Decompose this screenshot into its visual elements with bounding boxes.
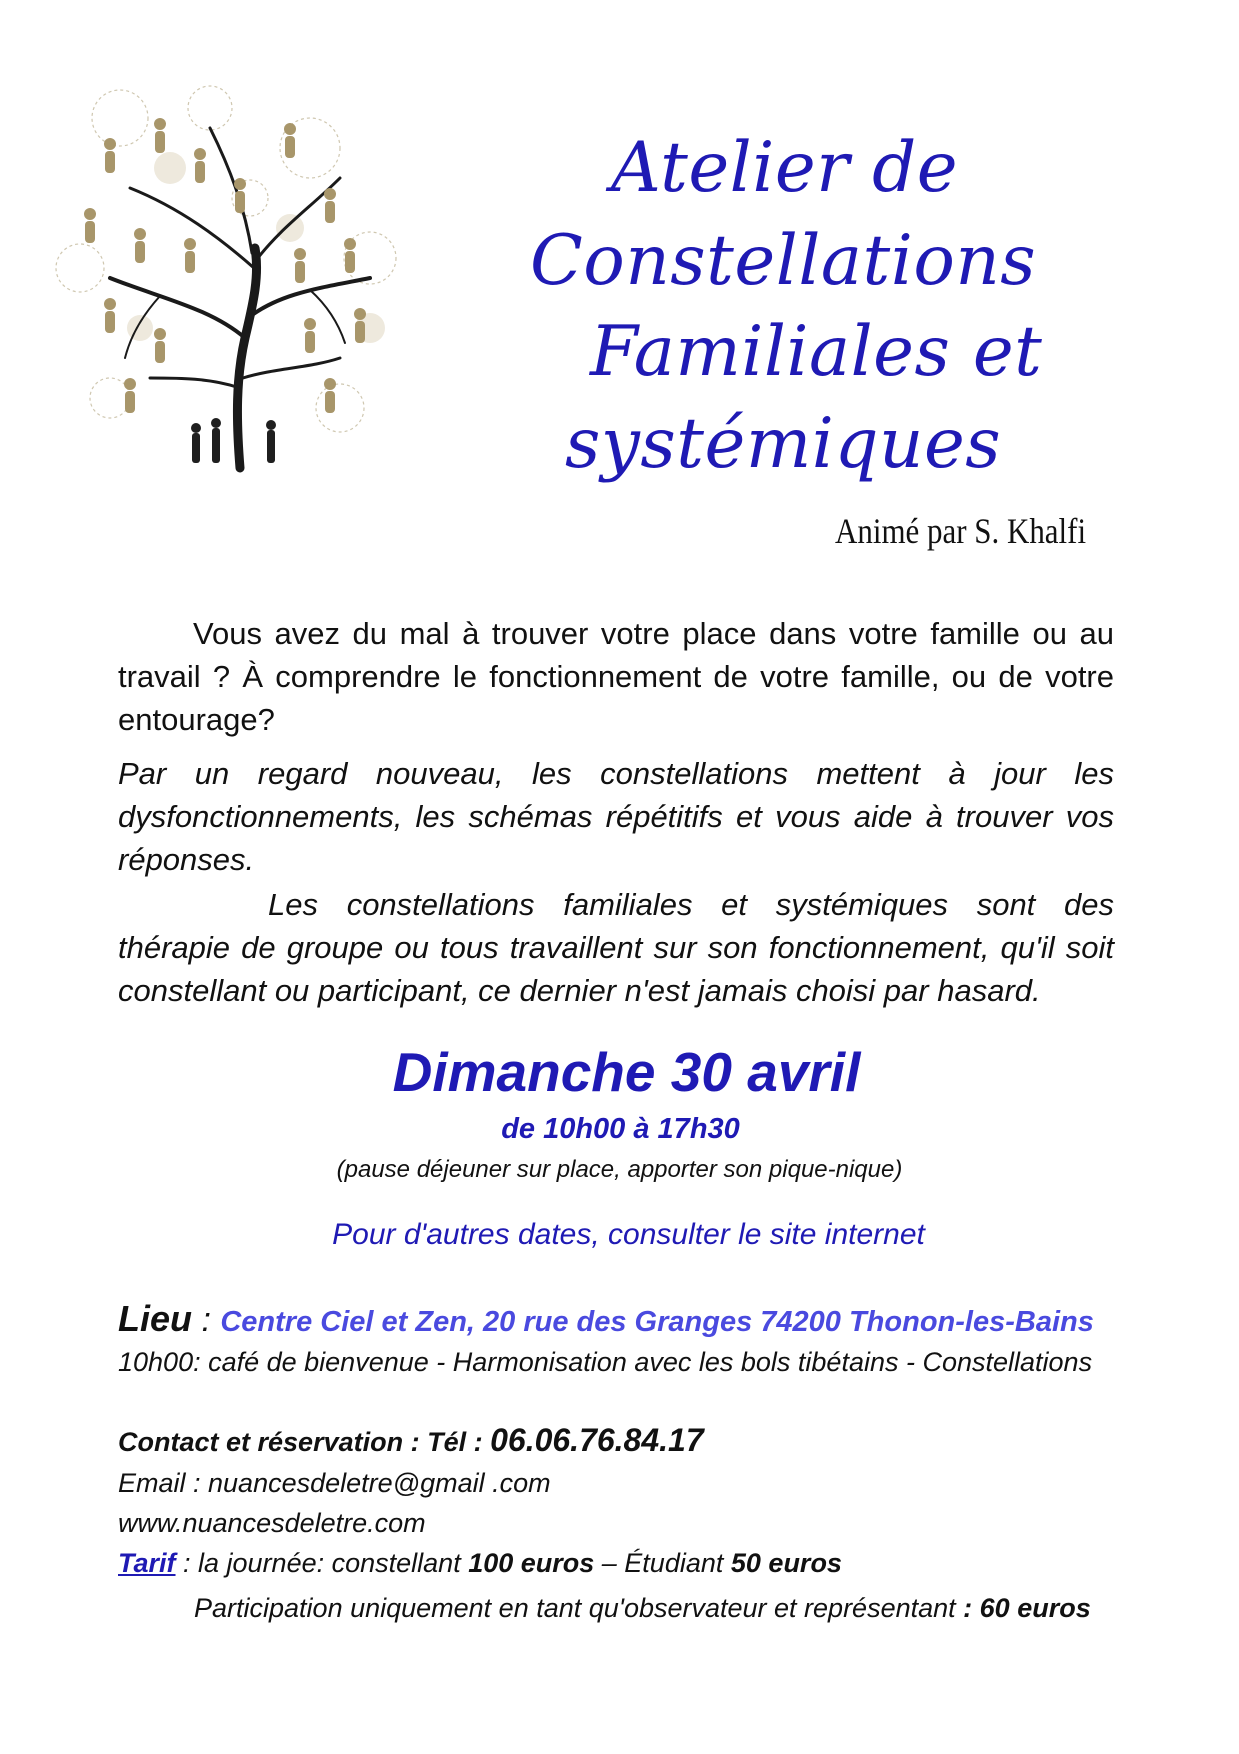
event-hours: de 10h00 à 17h30: [501, 1113, 740, 1145]
title-line-2: Constellations: [530, 221, 1037, 301]
observer-price: 60 euros: [979, 1593, 1091, 1623]
website-line: www.nuancesdeletre.com: [118, 1508, 426, 1538]
pricing-intro: : la journée: constellant: [175, 1548, 469, 1578]
pricing-link[interactable]: Tarif: [118, 1548, 176, 1578]
event-date: Dimanche 30 avril: [392, 1041, 861, 1103]
title-line-3: Familiales et: [590, 312, 1043, 392]
title-line-1: Atelier de: [611, 128, 959, 208]
family-tree-illustration-icon: [40, 78, 410, 478]
phone-number: 06.06.76.84.17: [490, 1422, 704, 1458]
other-dates-note: Pour d'autres dates, consulter le site internet: [332, 1218, 925, 1251]
contact-line: [118, 1422, 704, 1459]
pricing-line: [118, 1548, 842, 1579]
constellant-price: 100 euros: [468, 1548, 595, 1578]
location-line: [118, 1298, 1094, 1340]
observer-pricing-line: [194, 1593, 1091, 1624]
method-paragraph: Les constellations familiales et systémiques sont des thérapie de groupe ou tous travaillent sur son fonctionnement, qu'il soit constellant ou participant, ce dernier n'est jamais choisi par hasard.: [118, 887, 1114, 1008]
lunch-note: (pause déjeuner sur place, apporter son pique-nique): [336, 1156, 903, 1183]
description-paragraph: Par un regard nouveau, les constellations mettent à jour les dysfonctionnements, les schémas répétitifs et vous aide à trouver vos réponses.: [118, 756, 1114, 877]
student-price: 50 euros: [730, 1548, 842, 1578]
student-label: – Étudiant: [594, 1548, 731, 1578]
location-separator: :: [192, 1301, 221, 1339]
contact-label: Contact et réservation : Tél :: [118, 1427, 491, 1457]
observer-text: Participation uniquement en tant qu'observateur et représentant: [194, 1593, 964, 1623]
title-line-4: systémiques: [565, 404, 1002, 484]
location-label: Lieu: [118, 1298, 193, 1339]
intro-paragraph: Vous avez du mal à trouver votre place dans votre famille ou au travail ? À comprendre le fonctionnement de votre famille, ou de votre entourage?: [118, 616, 1114, 737]
facilitator-credit: Animé par S. Khalfi: [835, 511, 1087, 551]
email-line: Email : nuancesdeletre@gmail .com: [118, 1468, 551, 1498]
observer-colon: :: [963, 1593, 980, 1623]
location-address: Centre Ciel et Zen, 20 rue des Granges 74200 Thonon-les-Bains: [220, 1306, 1094, 1338]
programme-line: 10h00: café de bienvenue - Harmonisation avec les bols tibétains - Constellations: [118, 1347, 1093, 1377]
